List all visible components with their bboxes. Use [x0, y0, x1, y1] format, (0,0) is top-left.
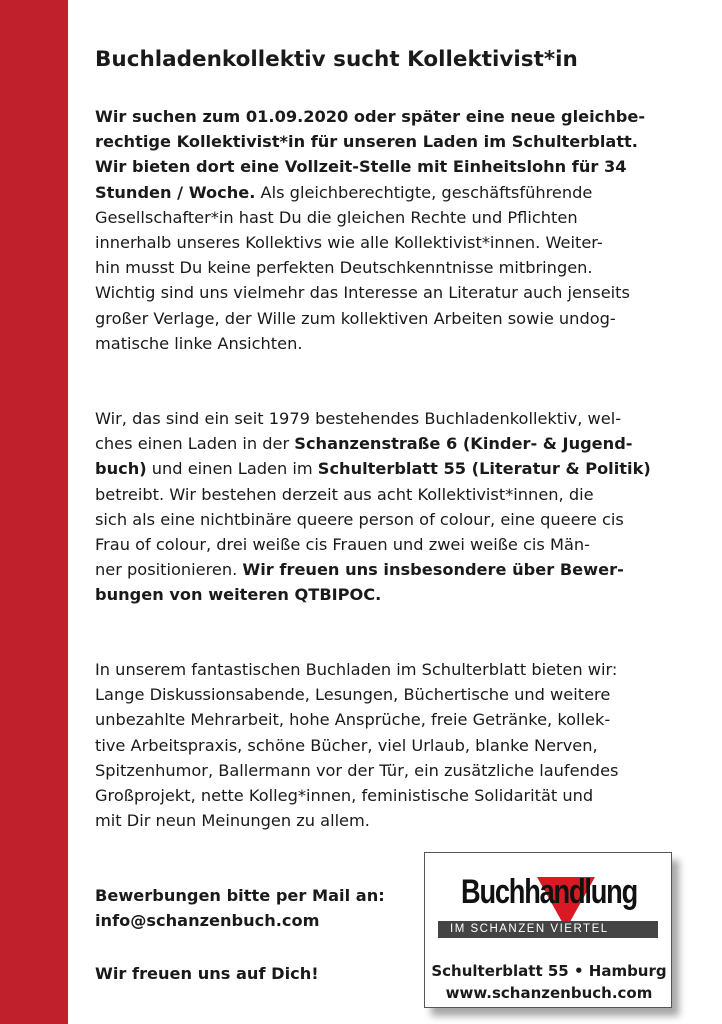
text-run: Großprojekt, nette Kolleg*innen, feministische Solidarität und	[95, 786, 594, 806]
text-line	[95, 482, 685, 507]
text-run: Spitzenhumor, Ballermann vor der Tür, ein zusätzliche laufendes	[95, 760, 619, 780]
text-line	[95, 582, 685, 607]
text-line	[95, 532, 685, 557]
text-line	[95, 230, 685, 255]
bold-text-run: Wir bieten dort eine Vollzeit-Stelle mit Einheitslohn für 34	[95, 157, 627, 177]
text-run: tive Arbeitspraxis, schöne Bücher, viel Urlaub, blanke Nerven,	[95, 735, 598, 755]
bold-text-run: Wir freuen uns insbesondere über Bewer-	[242, 560, 624, 580]
text-line	[95, 180, 685, 205]
store-address: Schulterblatt 55 • Hamburg	[431, 962, 667, 980]
text-line	[95, 758, 685, 783]
text-line	[95, 657, 685, 682]
text-run: Gesellschafter*in hast Du die gleichen Rechte und Pflichten	[95, 207, 578, 227]
text-run: ches einen Laden in der	[95, 434, 295, 454]
text-line	[95, 783, 685, 808]
bold-text-run: bungen von weiteren QTBIPOC.	[95, 585, 382, 605]
paragraph-job-offer	[95, 104, 685, 356]
text-line	[95, 431, 685, 456]
text-run: Frau of colour, drei weiße cis Frauen und zwei weiße cis Män-	[95, 535, 590, 555]
bold-text-run: buch)	[95, 459, 147, 479]
text-line	[95, 557, 685, 582]
text-run: hin musst Du keine perfekten Deutschkenntnisse mitbringen.	[95, 258, 593, 278]
text-line	[95, 331, 685, 356]
text-run: Wichtig sind uns vielmehr das Interesse an Literatur auch jenseits	[95, 283, 630, 303]
text-line	[95, 808, 685, 833]
text-run: In unserem fantastischen Buchladen im Schulterblatt bieten wir:	[95, 660, 618, 679]
text-line	[95, 507, 685, 532]
text-line	[95, 406, 685, 431]
text-line	[95, 154, 685, 179]
application-email-link[interactable]: info@schanzenbuch.com	[95, 911, 320, 931]
text-run: und einen Laden im	[146, 459, 318, 479]
text-line	[95, 306, 685, 331]
text-line	[95, 129, 685, 154]
text-line	[95, 456, 685, 481]
document-heading: Buchladenkollektiv sucht Kollektivist*in	[95, 47, 578, 72]
logo-district-band: IM SCHANZEN VIERTEL	[438, 921, 658, 938]
store-website: www.schanzenbuch.com	[445, 984, 653, 1002]
bookstore-logo-card	[424, 852, 672, 1008]
text-run: Wir, das sind ein seit 1979 bestehendes Buchladenkollektiv, wel-	[95, 409, 622, 428]
text-line	[95, 682, 685, 707]
text-line	[95, 707, 685, 732]
text-run: mit Dir neun Meinungen zu allem.	[95, 811, 370, 831]
bold-text-run: rechtige Kollektivist*in für unseren Laden im Schulterblatt.	[95, 132, 638, 152]
text-run: betreibt. Wir bestehen derzeit aus acht Kollektivist*innen, die	[95, 484, 594, 504]
text-line	[95, 733, 685, 758]
text-run: sich als eine nichtbinäre queere person of colour, eine queere cis	[95, 509, 624, 529]
text-run: großer Verlage, der Wille zum kollektiven Arbeiten sowie undog-	[95, 308, 616, 328]
text-run: unbezahlte Mehrarbeit, hohe Ansprüche, freie Getränke, kollek-	[95, 710, 611, 730]
text-line	[95, 255, 685, 280]
paragraph-offer-list	[95, 657, 685, 833]
bold-text-run: Schulterblatt 55 (Literatur & Politik)	[317, 459, 651, 479]
text-line	[95, 104, 685, 129]
text-run: ner positionieren.	[95, 560, 243, 580]
logo-wordmark: Buchhandlung	[461, 873, 637, 911]
text-run: matische linke Ansichten.	[95, 333, 303, 353]
text-run: Als gleichberechtigte, geschäftsführende	[255, 182, 593, 202]
text-run: innerhalb unseres Kollektivs wie alle Kollektivist*innen. Weiter-	[95, 233, 603, 253]
text-run: Lange Diskussionsabende, Lesungen, Büchertische und weitere	[95, 685, 611, 705]
text-line	[95, 280, 685, 305]
closing-line: Wir freuen uns auf Dich!	[95, 964, 319, 983]
bold-text-run: Stunden / Woche.	[95, 182, 256, 202]
application-instruction: Bewerbungen bitte per Mail an:	[95, 886, 385, 905]
paragraph-collective-description	[95, 406, 685, 608]
bold-text-run: Wir suchen zum 01.09.2020 oder später eine neue gleichbe-	[95, 107, 646, 126]
red-sidebar-bar	[0, 0, 68, 1024]
text-line	[95, 205, 685, 230]
bold-text-run: Schanzenstraße 6 (Kinder- & Jugend-	[294, 434, 633, 454]
